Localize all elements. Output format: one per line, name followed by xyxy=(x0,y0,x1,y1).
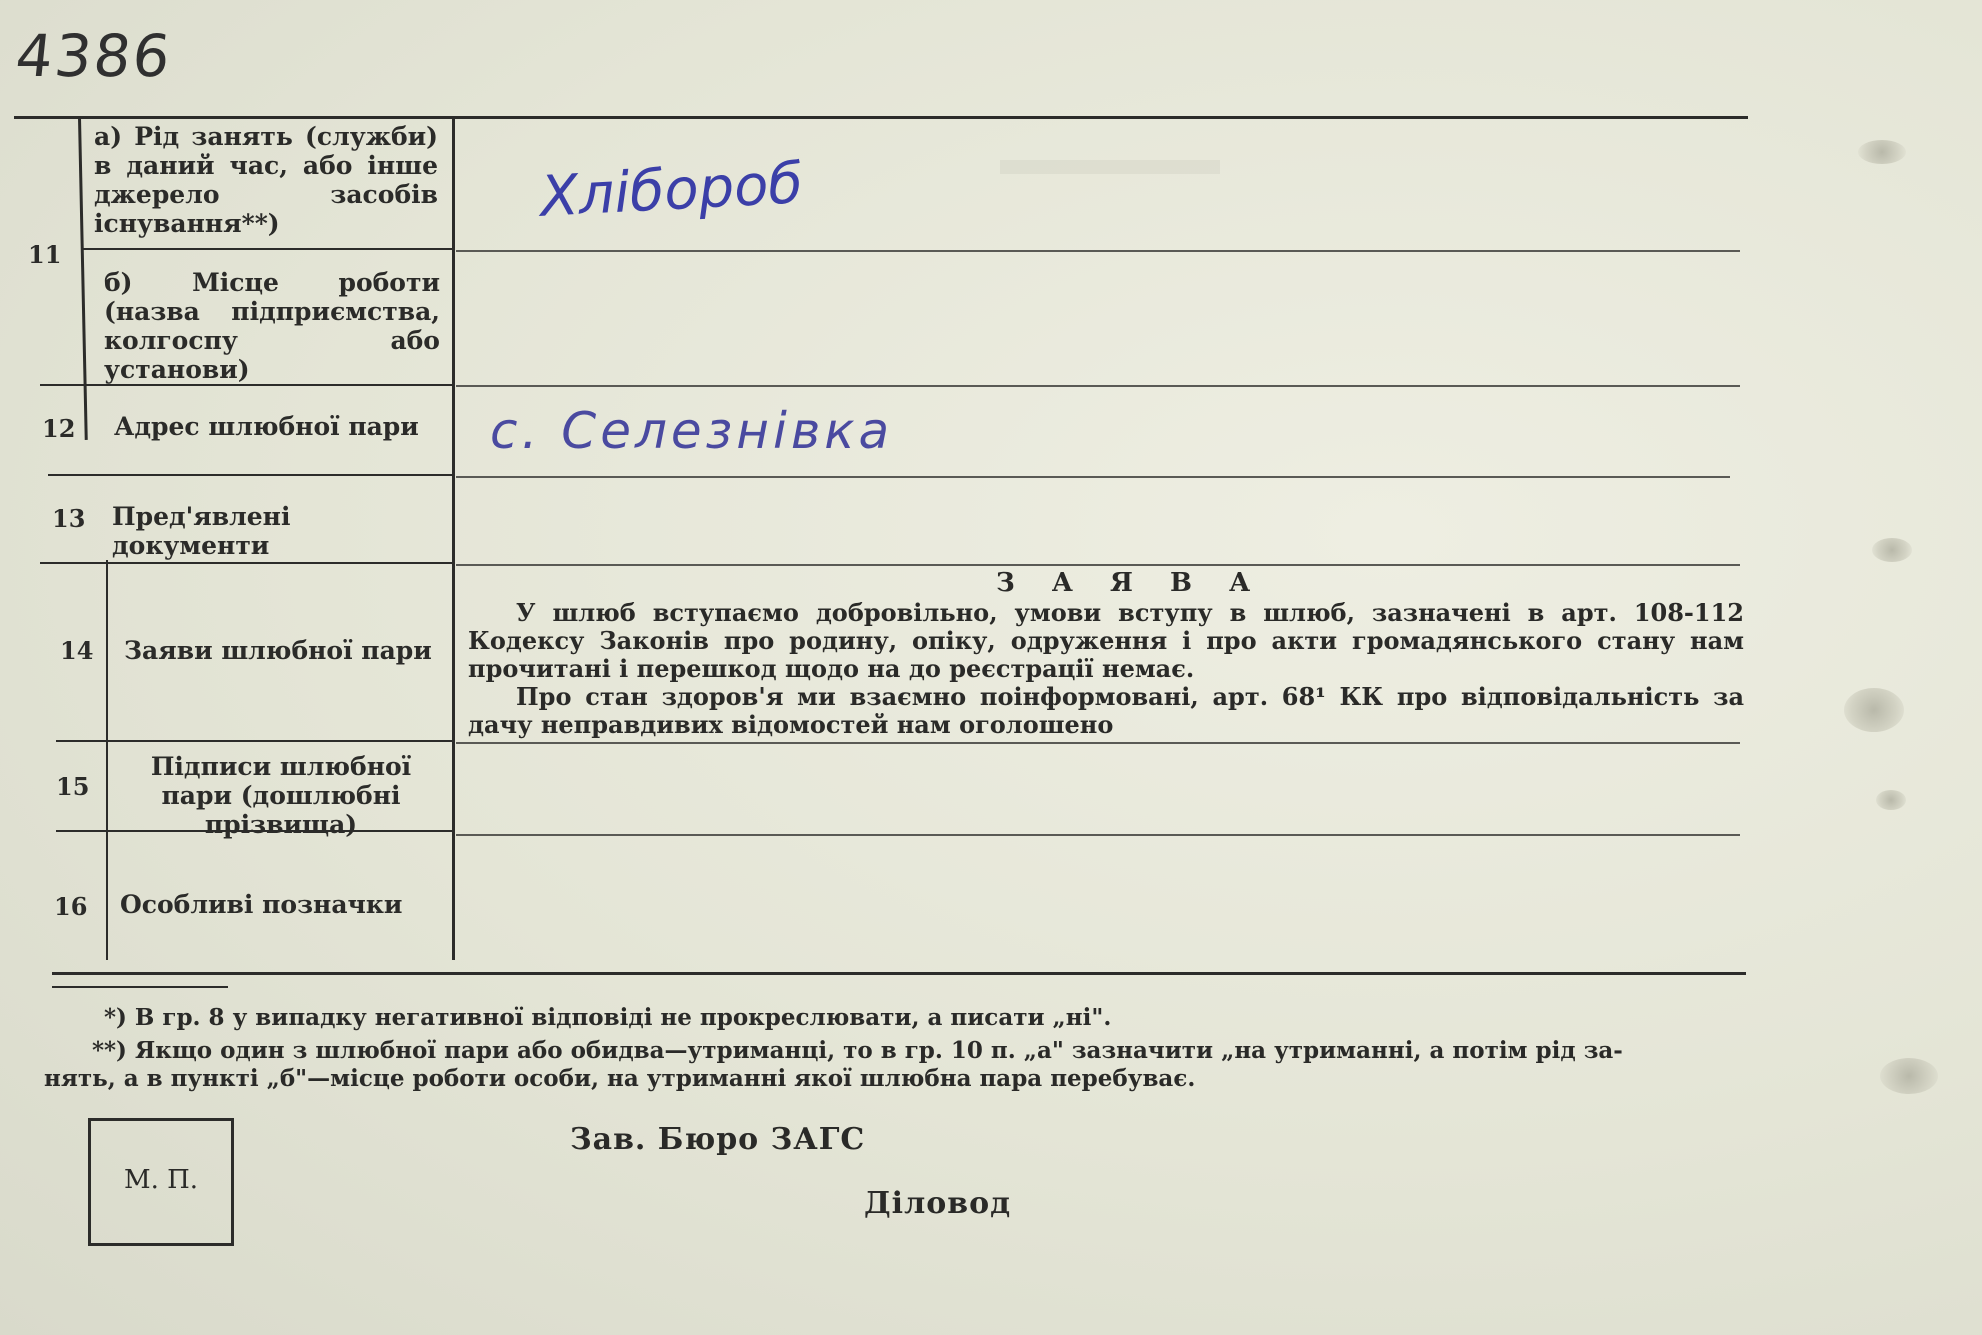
row-11a-label: а) Рід занять (служби) в даний час, або інше джерело засобів існування**) xyxy=(94,122,438,238)
record-number: 4386 xyxy=(12,22,176,90)
punch-hole xyxy=(1872,538,1912,562)
punch-hole xyxy=(1876,790,1906,810)
row-number-11: 11 xyxy=(28,240,62,269)
signature-head-label: Зав. Бюро ЗАГС xyxy=(570,1122,866,1157)
signature-clerk-label: Діловод xyxy=(864,1186,1012,1221)
row-13-label: Пред'явлені документи xyxy=(112,502,291,560)
row-number-12: 12 xyxy=(42,414,76,443)
punch-hole xyxy=(1858,140,1906,164)
punch-hole xyxy=(1880,1058,1938,1094)
stamp-label: М. П. xyxy=(123,1165,199,1195)
row-number-13: 13 xyxy=(52,504,86,533)
statement-paragraph-1: У шлюб вступаємо добровільно, умови вступу в шлюб, зазначені в арт. 108-112 Кодексу Законів про родину, опіку, одруження і про акти громадянського стану нам прочитані і перешкод щодо на до реєстрації немає. xyxy=(468,598,1744,683)
row-number-16: 16 xyxy=(54,892,88,921)
statement-paragraph-2: Про стан здоров'я ми взаємно поінформовані, арт. 68¹ КК про відповідальність за дачу неправдивих відомостей нам оголошено xyxy=(468,682,1744,739)
row-12-label: Адрес шлюбної пари xyxy=(114,412,419,441)
row-11b-label: б) Місце роботи (назва підприємства, колгоспу або установи) xyxy=(104,268,440,384)
punch-hole xyxy=(1844,688,1904,732)
row-12-value-handwritten: с. Селезнівка xyxy=(490,402,894,460)
row-14-label: Заяви шлюбної пари xyxy=(124,636,432,665)
row-11a-value-handwritten: Хлібороб xyxy=(538,151,805,230)
footnote-2-line-2: нять, а в пункті „б"—місце роботи особи, на утриманні якої шлюбна пара перебуває. xyxy=(44,1065,1196,1092)
row-number-14: 14 xyxy=(60,636,94,665)
footnote-2-line-1: **) Якщо один з шлюбної пари або обидва—утриманці, то в гр. 10 п. „а" зазначити „на утриманні, а потім рід за- xyxy=(92,1037,1623,1064)
row-16-label: Особливі позначки xyxy=(120,890,403,919)
stamp-box xyxy=(88,1118,234,1246)
bleed-through-heading xyxy=(1000,160,1220,214)
row-15-label: Підписи шлюбної пари (дошлюбні прізвища) xyxy=(150,752,412,839)
footnote-1: *) В гр. 8 у випадку негативної відповіді не прокреслювати, а писати „ні". xyxy=(104,1004,1112,1031)
statement-title: З А Я В А xyxy=(996,568,1265,598)
row-number-15: 15 xyxy=(56,772,90,801)
